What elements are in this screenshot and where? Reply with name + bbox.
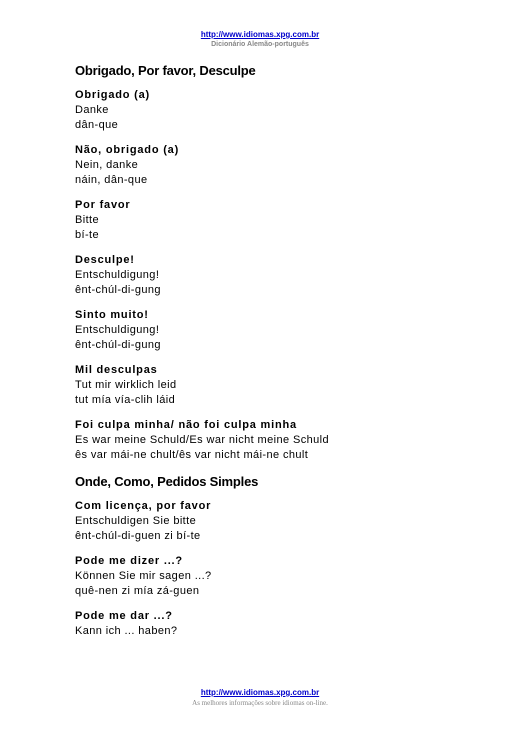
phrase-german: Danke <box>75 104 109 116</box>
phrase-german: Können Sie mir sagen ...? <box>75 570 212 582</box>
phrase-german: Es war meine Schuld/Es war nicht meine Schuld <box>75 434 329 446</box>
phrase-pronunciation: quê-nen zi mía zá-guen <box>75 585 200 597</box>
phrase-portuguese: Pode me dar ...? <box>75 610 173 622</box>
phrase-german: Bitte <box>75 214 100 226</box>
phrase-portuguese: Sinto muito! <box>75 309 149 321</box>
page-header <box>0 30 520 50</box>
phrase-entry <box>75 554 475 599</box>
phrase-pronunciation: ênt-chúl-di-gung <box>75 339 161 351</box>
phrase-pronunciation: ênt-chúl-di-guen zi bí-te <box>75 530 201 542</box>
section-title: Obrigado, Por favor, Desculpe <box>75 63 256 78</box>
phrase-portuguese: Desculpe! <box>75 254 135 266</box>
phrase-entry <box>75 418 475 463</box>
phrase-portuguese: Mil desculpas <box>75 364 158 376</box>
phrase-entry <box>75 253 475 298</box>
phrase-portuguese: Foi culpa minha/ não foi culpa minha <box>75 419 297 431</box>
page-footer <box>0 688 520 708</box>
phrase-pronunciation: ês var mái-ne chult/ês var nicht mái-ne chult <box>75 449 309 461</box>
phrase-german: Tut mir wirklich leid <box>75 379 177 391</box>
header-subtitle: Dicionário Alemão-português <box>211 41 309 48</box>
phrase-pronunciation: tut mía vía-clih láid <box>75 394 176 406</box>
phrase-entry <box>75 609 475 639</box>
phrase-entry <box>75 499 475 544</box>
phrase-entry <box>75 308 475 353</box>
phrase-entry <box>75 198 475 243</box>
phrase-entry <box>75 88 475 133</box>
phrase-portuguese: Pode me dizer ...? <box>75 555 183 567</box>
phrase-entry <box>75 363 475 408</box>
phrase-german: Nein, danke <box>75 159 139 171</box>
section-title: Onde, Como, Pedidos Simples <box>75 474 259 489</box>
phrase-german: Entschuldigung! <box>75 269 160 281</box>
phrase-pronunciation: ênt-chúl-di-gung <box>75 284 161 296</box>
phrase-entry <box>75 143 475 188</box>
phrase-pronunciation: dân-que <box>75 119 119 131</box>
phrase-german: Entschuldigung! <box>75 324 160 336</box>
phrase-pronunciation: bí-te <box>75 229 100 241</box>
phrase-german: Kann ich ... haben? <box>75 625 178 637</box>
footer-tagline: As melhores informações sobre idiomas on-line. <box>192 699 328 707</box>
phrasebook-content <box>75 62 475 639</box>
phrase-portuguese: Não, obrigado (a) <box>75 144 180 156</box>
phrase-pronunciation: náin, dân-que <box>75 174 148 186</box>
phrase-portuguese: Obrigado (a) <box>75 89 150 101</box>
phrase-portuguese: Com licença, por favor <box>75 500 212 512</box>
footer-site-link[interactable]: http://www.idiomas.xpg.com.br <box>200 688 320 697</box>
phrase-portuguese: Por favor <box>75 199 131 211</box>
header-site-link[interactable]: http://www.idiomas.xpg.com.br <box>200 30 320 39</box>
phrase-german: Entschuldigen Sie bitte <box>75 515 197 527</box>
